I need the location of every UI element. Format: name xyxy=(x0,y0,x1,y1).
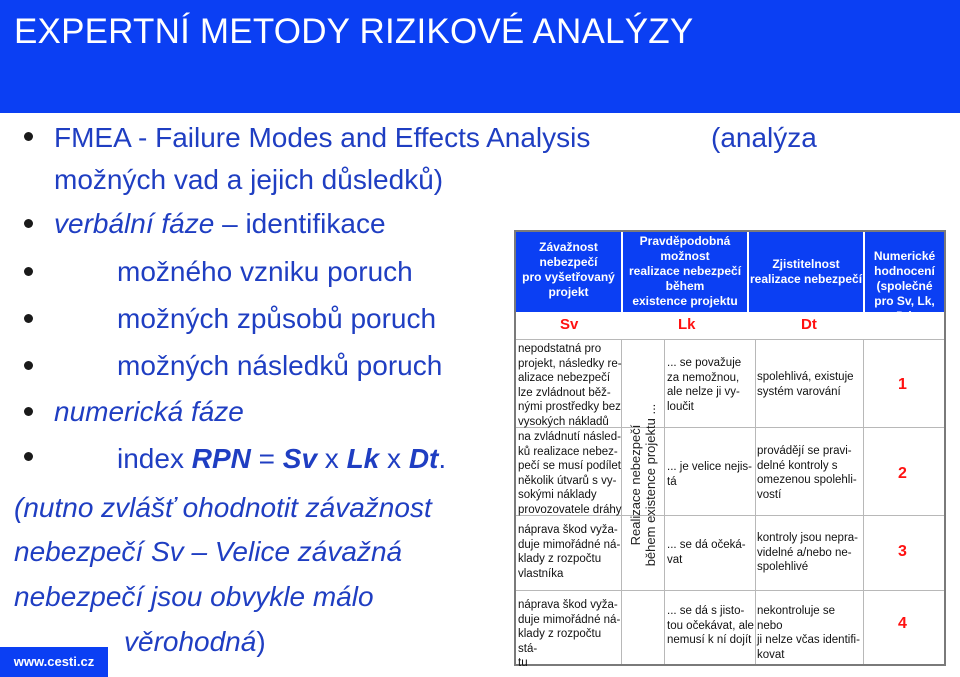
fmea-cont-text: možných vad a jejich důsledků) xyxy=(54,164,444,195)
row2-num: 2 xyxy=(898,465,907,482)
bullet-verbal-phase xyxy=(54,208,386,240)
note-line-4 xyxy=(124,626,266,658)
fmea-text: FMEA - Failure Modes and Effects Analysis xyxy=(54,122,591,153)
row4-sv: náprava škod vyža- duje mimořádné ná- klady z rozpočtu stá- tu xyxy=(518,599,621,669)
rpn-index-label: index xyxy=(117,443,192,474)
row4-lk: ... se dá s jisto- tou očekávat, ale nemusí k ní dojít xyxy=(667,605,754,646)
note-line-3-text: nebezpečí jsou obvykle málo xyxy=(14,581,374,612)
bullet-fmea xyxy=(54,122,590,154)
times-1: x xyxy=(317,443,347,474)
bullet-dot xyxy=(24,361,33,370)
bullet-rpn-index xyxy=(117,443,446,475)
note-line-2 xyxy=(14,536,402,568)
bullet-dot xyxy=(24,452,33,461)
code-lk: Lk xyxy=(678,316,696,333)
col-divider xyxy=(755,339,756,664)
row2-sv: na zvládnutí násled- ků realizace nebez- pečí se musí podílet několik útvarů s vy- sokými náklady provozovatele dráhy xyxy=(518,431,622,516)
rpn-equals: = xyxy=(250,443,283,474)
website-label: www.cesti.cz xyxy=(0,647,108,677)
origin-text: možného vzniku poruch xyxy=(117,256,413,287)
times-2: x xyxy=(379,443,409,474)
row1-lk: ... se považuje za nemožnou, ale nelze ji vy- loučit xyxy=(667,357,742,413)
row-divider xyxy=(516,339,944,340)
note-line-1-text: (nutno zvlášť ohodnotit závažnost xyxy=(14,492,432,523)
bullet-fmea-cont xyxy=(54,164,443,196)
row2-lk: ... je velice nejis- tá xyxy=(667,461,753,488)
note-line-4-paren: ) xyxy=(256,626,266,657)
bullet-fmea-paren xyxy=(711,122,817,154)
note-line-3 xyxy=(14,581,374,613)
fmea-paren-text: (analýza xyxy=(711,122,817,153)
col-divider xyxy=(863,339,864,664)
modes-text: možných způsobů poruch xyxy=(117,303,437,334)
row4-dt: nekontroluje se nebo ji nelze včas identifi- kovat xyxy=(757,605,860,661)
slide-title: EXPERTNÍ METODY RIZIKOVÉ ANALÝZY xyxy=(14,12,694,51)
code-dt: Dt xyxy=(801,316,817,333)
row4-num: 4 xyxy=(898,615,907,632)
col-divider xyxy=(664,339,665,664)
bullet-dot xyxy=(24,219,33,228)
title-bar xyxy=(0,0,960,113)
row1-num: 1 xyxy=(898,376,907,393)
bullet-dot xyxy=(24,314,33,323)
bullet-consequences xyxy=(117,350,442,382)
identification-label: – identifikace xyxy=(214,208,386,239)
header-lk: Pravděpodobná možnost realizace nebezpečí během existence projektu xyxy=(628,234,742,308)
row3-dt: kontroly jsou nepra- videlné a/nebo ne- spolehlivé xyxy=(757,532,858,573)
row3-num: 3 xyxy=(898,543,907,560)
row1-dt: spolehlivá, existuje systém varování xyxy=(757,371,854,398)
bullet-modes xyxy=(117,303,436,335)
header-sv: Závažnost nebezpečí pro vyšetřovaný projekt xyxy=(522,240,615,299)
dt-label: Dt xyxy=(408,443,439,474)
row2-dt: provádějí se pravi- delné kontroly s omezenou spolehli- vostí xyxy=(757,445,857,501)
note-line-2-text: nebezpečí Sv – Velice závažná xyxy=(14,536,403,567)
row3-sv: náprava škod vyža- duje mimořádné ná- klady z rozpočtu vlastníka xyxy=(518,524,621,580)
vertical-label: Realizace nebezpečí během existence projektu ... xyxy=(628,403,658,567)
verbal-phase-label: verbální fáze xyxy=(54,208,215,239)
note-line-4-text: věrohodná xyxy=(124,626,257,657)
code-sv: Sv xyxy=(560,316,579,333)
row-divider xyxy=(516,590,944,591)
rpn-label: RPN xyxy=(191,443,251,474)
bullet-dot xyxy=(24,267,33,276)
row3-lk: ... se dá očeká- vat xyxy=(667,539,746,566)
row1-sv: nepodstatná pro projekt, následky re- alizace nebezpečí lze zvládnout běž- nými prostředky bez vysokých nákladů xyxy=(518,343,622,428)
bullet-dot xyxy=(24,407,33,416)
sv-label: Sv xyxy=(282,443,318,474)
note-line-1 xyxy=(14,492,432,524)
bullet-origin xyxy=(117,256,413,288)
numeric-phase-text: numerická fáze xyxy=(54,396,244,427)
consequences-text: možných následků poruch xyxy=(117,350,443,381)
header-dt: Zjistitelnost realizace nebezpečí xyxy=(749,257,863,286)
bullet-numeric-phase xyxy=(54,396,244,428)
header-num: Numerické hodnocení (společné pro Sv, Lk, Dt) xyxy=(873,249,936,323)
rpn-period: . xyxy=(438,443,447,474)
fmea-rating-table xyxy=(514,230,946,669)
bullet-dot xyxy=(24,132,33,141)
lk-label: Lk xyxy=(346,443,380,474)
